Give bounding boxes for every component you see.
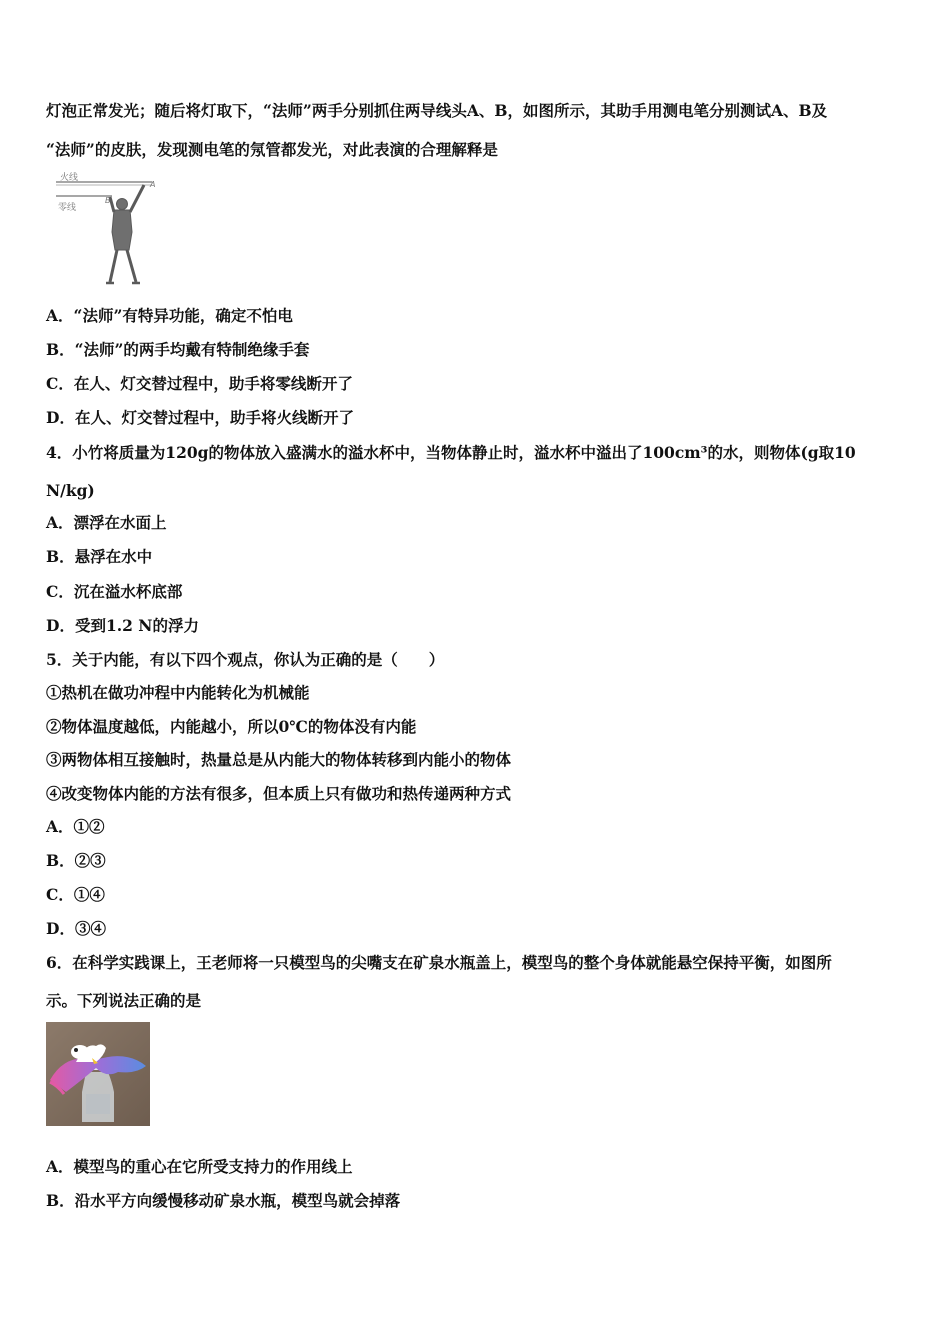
q3-option-d: D．在人、灯交替过程中，助手将火线断开了	[46, 408, 354, 427]
neutral-wire-label: 零线	[58, 203, 77, 213]
q5-stem: 5．关于内能，有以下四个观点，你认为正确的是（ ）	[46, 650, 445, 669]
q4-option-b: B．悬浮在水中	[46, 547, 153, 566]
q3-circuit-figure	[52, 170, 164, 292]
q5-statement-4: ④改变物体内能的方法有很多，但本质上只有做功和热传递两种方式	[46, 784, 512, 803]
q3-option-b: B．“法师”的两手均戴有特制绝缘手套	[46, 340, 310, 359]
q3-stem-line2: “法师”的皮肤，发现测电笔的氖管都发光，对此表演的合理解释是	[46, 140, 498, 159]
q5-option-c: C．①④	[46, 885, 105, 904]
q4-option-c: C．沉在溢水杯底部	[46, 582, 183, 601]
q3-stem-line1: 灯泡正常发光；随后将灯取下，“法师”两手分别抓住两导线头A、B，如图所示，其助手用测电笔分别测试A、B及	[46, 101, 828, 120]
q6-stem-line2: 示。下列说法正确的是	[46, 991, 202, 1010]
point-a-label: A	[150, 180, 156, 189]
q5-option-a: A．①②	[46, 817, 105, 836]
person-silhouette-icon	[106, 185, 144, 283]
q5-statement-1: ①热机在做功冲程中内能转化为机械能	[46, 683, 310, 702]
q5-option-d: D．③④	[46, 919, 106, 938]
q6-stem-line1: 6．在科学实践课上，王老师将一只模型鸟的尖嘴支在矿泉水瓶盖上，模型鸟的整个身体就能悬空保持平衡，如图所	[46, 953, 832, 972]
q4-stem-line2: N/kg)	[46, 481, 95, 500]
q4-option-a: A．漂浮在水面上	[46, 513, 167, 532]
q6-option-b: B．沿水平方向缓慢移动矿泉水瓶，模型鸟就会掉落	[46, 1191, 401, 1210]
q6-option-a: A．模型鸟的重心在它所受支持力的作用线上	[46, 1157, 353, 1176]
q6-model-bird-photo	[46, 1022, 150, 1126]
q4-option-d: D．受到1.2 N的浮力	[46, 616, 199, 635]
q5-option-b: B．②③	[46, 851, 106, 870]
q5-statement-3: ③两物体相互接触时，热量总是从内能大的物体转移到内能小的物体	[46, 750, 512, 769]
q5-statement-2: ②物体温度越低，内能越小，所以0℃的物体没有内能	[46, 717, 417, 736]
q4-stem-line1: 4．小竹将质量为120g的物体放入盛满水的溢水杯中，当物体静止时，溢水杯中溢出了100cm³的水，则物体(g取10	[46, 443, 856, 462]
q3-option-c: C．在人、灯交替过程中，助手将零线断开了	[46, 374, 353, 393]
live-wire-label: 火线	[60, 173, 79, 183]
point-b-label: B	[105, 196, 111, 205]
q3-option-a: A．“法师”有特异功能，确定不怕电	[46, 306, 293, 325]
